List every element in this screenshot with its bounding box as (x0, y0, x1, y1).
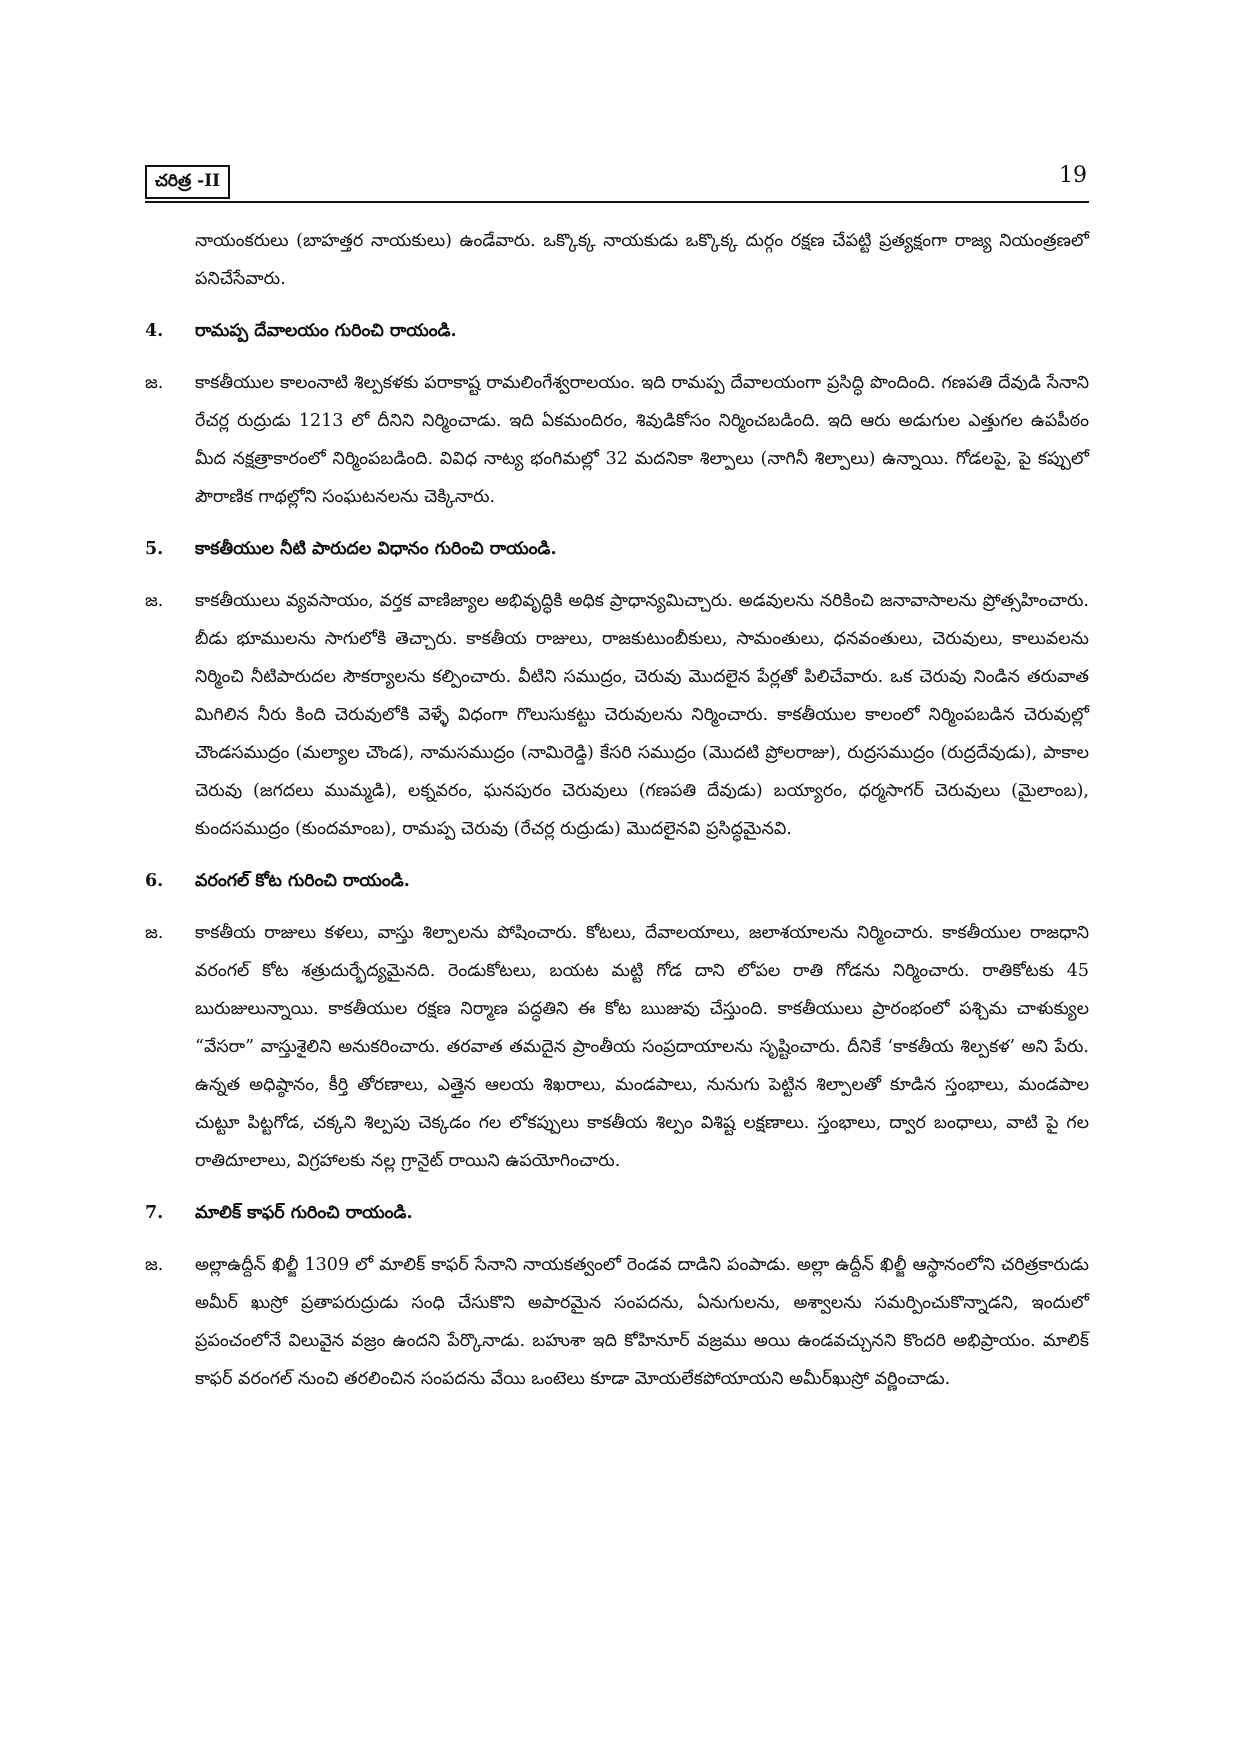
question-text: మాలిక్ కాఫర్ గురించి రాయండి. (195, 1203, 413, 1223)
answer-text: కాకతీయుల కాలంనాటి శిల్పకళకు పరాకాష్ట రామలింగేశ్వరాలయం. ఇది రామప్ప దేవాలయంగా ప్రసిద్ధి పొందింది. గణపతి దేవుడి సేనాని రేచర్ల రుద్రుడు 1213 లో దీనిని నిర్మించాడు. ఇది ఏకమందిరం, శివుడికోసం నిర్మించబడింది. ఇది ఆరు అడుగుల ఎత్తుగల ఉపపీఠం మీద నక్షత్రాకారంలో నిర్మింపబడింది. వివిధ నాట్య భంగిమల్లో 32 మదనికా శిల్పాలు (నాగినీ శిల్పాలు) ఉన్నాయి. గోడలపై, పై కప్పులో పౌరాణిక గాథల్లోని సంఘటనలను చెక్కినారు. (195, 373, 1089, 507)
answer-marker: జ. (145, 373, 164, 393)
question-text: కాకతీయుల నీటి పారుదల విధానం గురించి రాయండి. (195, 539, 557, 559)
question-5 (145, 530, 1089, 568)
answer-marker: జ. (145, 923, 164, 943)
answer-marker: జ. (145, 591, 164, 611)
question-number: 5. (145, 539, 164, 559)
answer-marker: జ. (145, 1255, 164, 1275)
page-content (145, 222, 1089, 1398)
answer-text: కాకతీయులు వ్యవసాయం, వర్తక వాణిజ్యాల అభివృద్ధికి అధిక ప్రాధాన్యమిచ్చారు. అడవులను నరికించి జనావాసాలను ప్రోత్సహించారు. బీడు భూములను సాగులోకి తెచ్చారు. కాకతీయ రాజులు, రాజకుటుంబీకులు, సామంతులు, ధనవంతులు, చెరువులు, కాలువలను నిర్మించి నీటిపారుదల సౌకర్యాలను కల్పించారు. వీటిని సముద్రం, చెరువు మొదలైన పేర్లతో పిలిచేవారు. ఒక చెరువు నిండిన తరువాత మిగిలిన నీరు కింది చెరువులోకి వెళ్ళే విధంగా గొలుసుకట్టు చెరువులను నిర్మించారు. కాకతీయుల కాలంలో నిర్మింపబడిన చెరువుల్లో చౌండసముద్రం (మల్యాల చౌండ), నామసముద్రం (నామిరెడ్డి) కేసరి సముద్రం (మొదటి ప్రోలరాజు), రుద్రసముద్రం (రుద్రదేవుడు), పాకాల చెరువు (జగదలు ముమ్మడి), లక్నవరం, ఘనపురం చెరువులు (గణపతి దేవుడు) బయ్యారం, ధర్మసాగర్ చెరువులు (మైలాంబ), కుందసముద్రం (కుందమాంబ), రామప్ప చెరువు (రేచర్ల రుద్రుడు) మొదలైనవి ప్రసిద్ధమైనవి. (195, 591, 1089, 839)
answer-text: కాకతీయ రాజులు కళలు, వాస్తు శిల్పాలను పోషించారు. కోటలు, దేవాలయాలు, జలాశయాలను నిర్మించారు. కాకతీయుల రాజధాని వరంగల్ కోట శత్రుదుర్భేద్యమైనది. రెండుకోటలు, బయట మట్టి గోడ దాని లోపల రాతి గోడను నిర్మించారు. రాతికోటకు 45 బురుజులున్నాయి. కాకతీయుల రక్షణ నిర్మాణ పద్ధతిని ఈ కోట ఋజువు చేస్తుంది. కాకతీయులు ప్రారంభంలో పశ్చిమ చాళుక్యుల “వేసరా” వాస్తుశైలిని అనుకరించారు. తరవాత తమదైన ప్రాంతీయ సంప్రదాయాలను సృష్టించారు. దీనికే ‘కాకతీయ శిల్పకళ’ అని పేరు. ఉన్నత అధిష్ఠానం, కీర్తి తోరణాలు, ఎత్తైన ఆలయ శిఖరాలు, మండపాలు, నునుగు పెట్టిన శిల్పాలతో కూడిన స్తంభాలు, మండపాల చుట్టూ పిట్టగోడ, చక్కని శిల్పపు చెక్కడం గల లోకప్పులు కాకతీయ శిల్పం విశిష్ట లక్షణాలు. స్తంభాలు, ద్వార బంధాలు, వాటి పై గల రాతిదూలాలు, విగ్రహాలకు నల్ల గ్రానైట్ రాయిని ఉపయోగించారు. (195, 923, 1089, 1171)
page-number: 19 (1059, 163, 1087, 188)
question-number: 4. (145, 321, 164, 341)
question-number: 6. (145, 871, 164, 891)
subject-label: చరిత్ర -II (145, 165, 230, 199)
question-text: వరంగల్ కోట గురించి రాయండి. (195, 871, 410, 891)
question-text: రామప్ప దేవాలయం గురించి రాయండి. (195, 321, 457, 341)
continuation-paragraph: నాయంకరులు (బాహత్తర నాయకులు) ఉండేవారు. ఒక్కొక్క నాయకుడు ఒక్కొక్క దుర్గం రక్షణ చేపట్టి ప్రత్యక్షంగా రాజ్య నియంత్రణలో పనిచేసేవారు. (195, 231, 1089, 289)
question-7 (145, 1194, 1089, 1232)
page-header (145, 165, 1089, 203)
question-6 (145, 862, 1089, 900)
question-number: 7. (145, 1203, 164, 1223)
answer-5 (145, 582, 1089, 848)
answer-text: అల్లాఉద్దీన్ ఖిల్జీ 1309 లో మాలిక్ కాఫర్ సేనాని నాయకత్వంలో రెండవ దాడిని పంపాడు. అల్లా ఉద్దీన్ ఖిల్జీ ఆస్థానంలోని చరిత్రకారుడు అమీర్ ఖుస్రో ప్రతాపరుద్రుడు సంధి చేసుకొని అపారమైన సంపదను, ఏనుగులను, అశ్వాలను సమర్పించుకొన్నాడని, ఇందులో ప్రపంచంలోనే విలువైన వజ్రం ఉందని పేర్కొనాడు. బహుశా ఇది కోహినూర్ వజ్రము అయి ఉండవచ్చునని కొందరి అభిప్రాయం. మాలిక్ కాఫర్ వరంగల్ నుంచి తరలించిన సంపదను వేయి ఒంటెలు కూడా మోయలేకపోయాయని అమీర్‌ఖుస్రో వర్ణించాడు. (195, 1255, 1089, 1389)
question-4 (145, 312, 1089, 350)
answer-4 (145, 364, 1089, 516)
answer-7 (145, 1246, 1089, 1398)
answer-6 (145, 914, 1089, 1180)
